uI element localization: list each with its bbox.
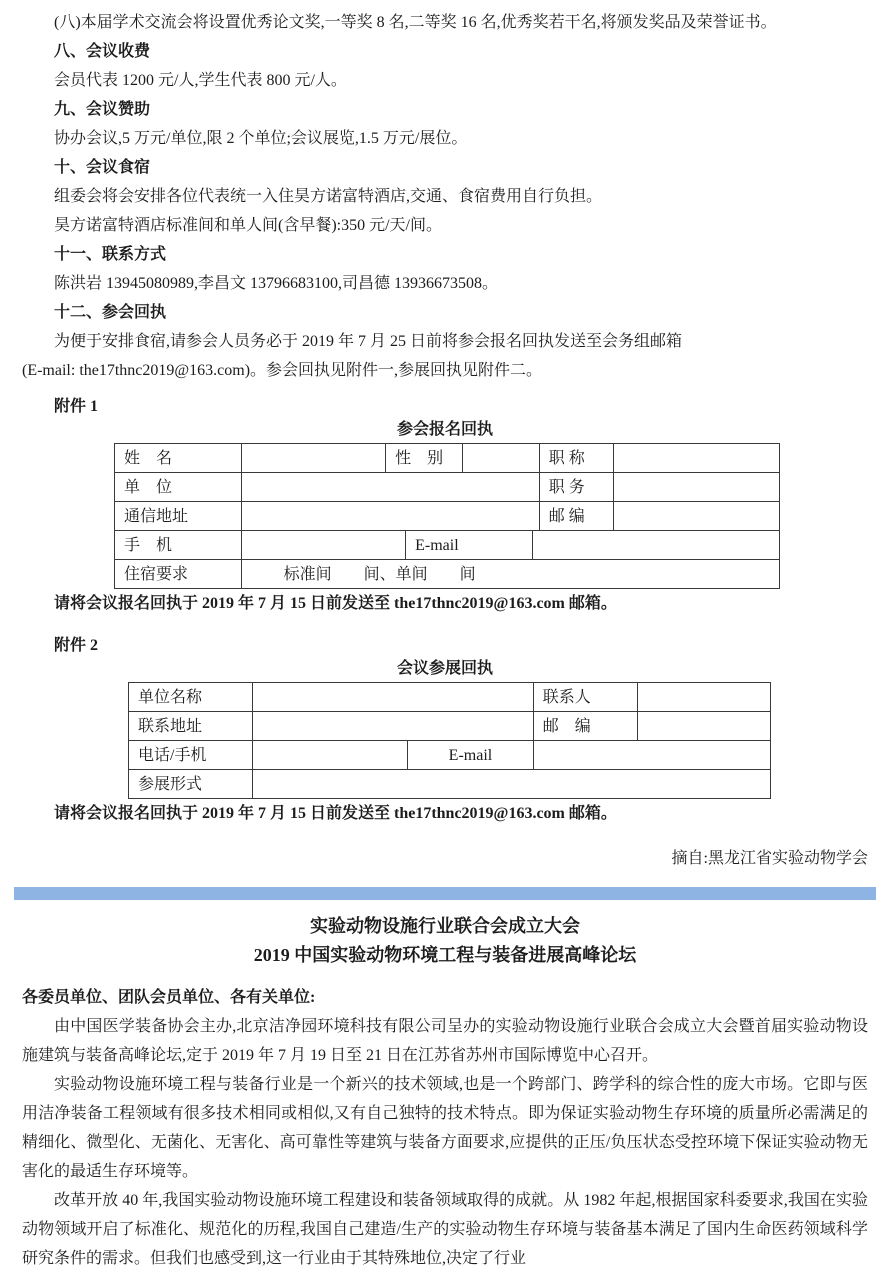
email-value-cell xyxy=(533,531,779,559)
attachment1-table-title: 参会报名回执 xyxy=(396,421,493,438)
zip-label-cell: 邮 编 xyxy=(534,712,639,740)
prof-title-label-cell: 职 称 xyxy=(540,444,614,472)
announcement-paragraph-2: 实验动物设施环境工程与装备行业是一个新兴的技术领域,也是一个跨部门、跨学科的综合性的庞大市场。它即与医用洁净装备工程领域有很多技术相同或相似,又有自己独特的技术特点。即为保证实验动物生存环境的质量所必需满足的精细化、微型化、无菌化、无害化、高可靠性等建筑与装备方面要求,应提供的正压/负压状态受控环境下保证实验动物无害化的最适生存环境等。 xyxy=(22,1076,868,1180)
fee-heading: 八、会议收费 xyxy=(54,43,151,60)
gender-label-cell: 性 别 xyxy=(386,444,463,472)
name-value-cell xyxy=(242,444,387,472)
table-row xyxy=(115,560,779,588)
lodging-paragraph-1: 组委会将会安排各位代表统一入住昊方诺富特酒店,交通、食宿费用自行负担。 xyxy=(54,188,603,205)
table-row xyxy=(129,741,770,770)
attachment2-label: 附件 2 xyxy=(54,637,99,654)
announcement-title-line1: 实验动物设施行业联合会成立大会 xyxy=(310,916,580,936)
email-label-cell: E-mail xyxy=(408,741,534,769)
org-label-cell: 单 位 xyxy=(115,473,242,501)
attachment2-table-title: 会议参展回执 xyxy=(396,660,493,677)
announcement-title-block xyxy=(22,912,868,970)
table-row xyxy=(129,770,770,798)
lodging-paragraph-2: 昊方诺富特酒店标准间和单人间(含早餐):350 元/天/间。 xyxy=(54,217,442,234)
attachment1-label: 附件 1 xyxy=(54,398,99,415)
exhibition-reply-table xyxy=(128,682,771,799)
table-row xyxy=(129,683,770,712)
address-value-cell xyxy=(253,712,534,740)
announcement-salutation: 各委员单位、团队会员单位、各有关单位: xyxy=(22,989,316,1006)
zip-label-cell: 邮 编 xyxy=(540,502,614,530)
table-row xyxy=(115,473,779,502)
exhibit-form-value-cell xyxy=(253,770,770,798)
phone-label-cell: 电话/手机 xyxy=(129,741,253,769)
section-divider-bar xyxy=(14,887,876,900)
position-value-cell xyxy=(614,473,780,501)
contact-value-cell xyxy=(638,683,770,711)
exhibit-form-label-cell: 参展形式 xyxy=(129,770,253,798)
lodging-value-cell: 标准间 间、单间 间 xyxy=(283,565,476,583)
gender-value-cell xyxy=(463,444,540,472)
contact-label-cell: 联系人 xyxy=(534,683,639,711)
sponsor-paragraph: 协办会议,5 万元/单位,限 2 个单位;会议展览,1.5 万元/展位。 xyxy=(54,130,468,147)
address-label-cell: 联系地址 xyxy=(129,712,253,740)
phone-value-cell xyxy=(253,741,409,769)
org-name-label-cell: 单位名称 xyxy=(129,683,253,711)
prof-title-value-cell xyxy=(614,444,779,472)
table-row xyxy=(115,444,779,473)
name-label-cell: 姓 名 xyxy=(115,444,242,472)
position-label-cell: 职 务 xyxy=(540,473,614,501)
email-label-cell: E-mail xyxy=(406,531,533,559)
table-row xyxy=(129,712,770,741)
announcement-title-line2: 2019 中国实验动物环境工程与装备进展高峰论坛 xyxy=(253,945,637,965)
source-attribution: 摘自:黑龙江省实验动物学会 xyxy=(671,850,868,867)
org-name-value-cell xyxy=(253,683,534,711)
zip-value-cell xyxy=(614,502,780,530)
address-label-cell: 通信地址 xyxy=(115,502,242,530)
lodging-label-cell: 住宿要求 xyxy=(115,560,242,588)
announcement-paragraph-3: 改革开放 40 年,我国实验动物设施环境工程建设和装备领域取得的成就。从 1982 年起,根据国家科委要求,我国在实验动物领域开启了标准化、规范化的历程,我国自己建造/生产的实验动物生存环境与装备基本满足了国内生命医药领域科学研究条件的需求。但我们也感受到,这一行业由于其特殊地位,决定了行业 xyxy=(22,1192,868,1267)
sponsor-heading: 九、会议赞助 xyxy=(54,101,151,118)
table-row xyxy=(115,502,779,531)
fee-paragraph: 会员代表 1200 元/人,学生代表 800 元/人。 xyxy=(54,72,347,89)
reply-paragraph-line2: (E-mail: the17thnc2019@163.com)。参会回执见附件一,参展回执见附件二。 xyxy=(22,362,543,379)
registration-reply-table xyxy=(114,443,780,589)
mobile-value-cell xyxy=(242,531,407,559)
announcement-paragraph-1: 由中国医学装备协会主办,北京洁净园环境科技有限公司呈办的实验动物设施行业联合会成立大会暨首届实验动物设施建筑与装备高峰论坛,定于 2019 年 7 月 19 日至 21 日在江苏省苏州市国际博览中心召开。 xyxy=(22,1018,868,1064)
attachment1-deadline-note: 请将会议报名回执于 2019 年 7 月 15 日前发送至 the17thnc2019@163.com 邮箱。 xyxy=(54,595,617,612)
attachment2-deadline-note: 请将会议报名回执于 2019 年 7 月 15 日前发送至 the17thnc2019@163.com 邮箱。 xyxy=(54,805,617,822)
reply-heading: 十二、参会回执 xyxy=(54,304,167,321)
contact-paragraph: 陈洪岩 13945080989,李昌文 13796683100,司昌德 13936673508。 xyxy=(54,275,499,292)
table-row xyxy=(115,531,779,560)
zip-value-cell xyxy=(638,712,770,740)
reply-paragraph-line1: 为便于安排食宿,请参会人员务必于 2019 年 7 月 25 日前将参会报名回执发送至会务组邮箱 xyxy=(54,333,683,350)
award-paragraph: (八)本届学术交流会将设置优秀论文奖,一等奖 8 名,二等奖 16 名,优秀奖若干名,将颁发奖品及荣誉证书。 xyxy=(54,14,777,31)
contact-heading: 十一、联系方式 xyxy=(54,246,167,263)
lodging-heading: 十、会议食宿 xyxy=(54,159,151,176)
org-value-cell xyxy=(242,473,540,501)
email-value-cell xyxy=(534,741,770,769)
mobile-label-cell: 手 机 xyxy=(115,531,242,559)
address-value-cell xyxy=(242,502,540,530)
